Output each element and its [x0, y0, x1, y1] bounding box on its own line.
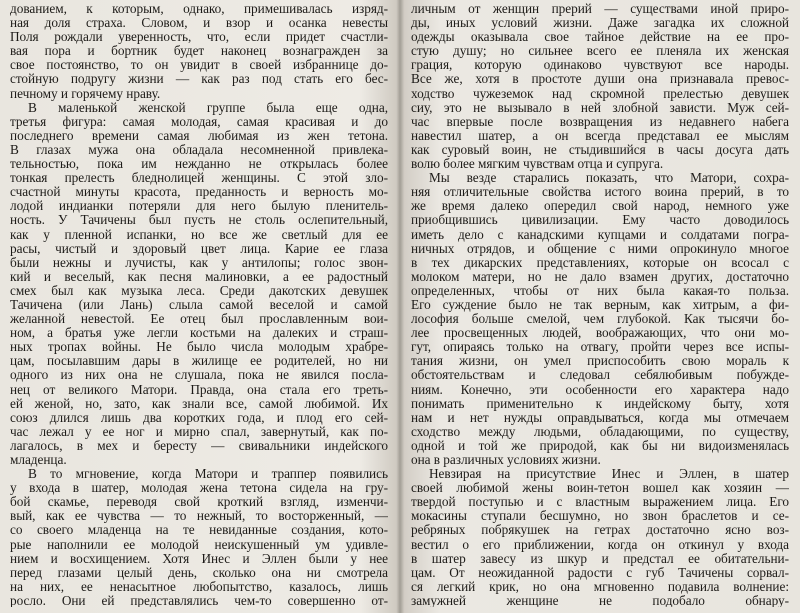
text-line: она в различных условиях жизни.: [411, 452, 601, 467]
text-line: твердой поступью и с властным выражением лица. Его: [411, 494, 789, 510]
text-line: ная доля страха. Словом, и взор и осанка невесты: [10, 15, 388, 31]
text-line: тания жизни, он умел приспособить свою мораль к: [411, 353, 789, 369]
text-line: одной и той же природой, как бы ни видоизменялась: [411, 437, 789, 453]
text-line: няя отличительные свойства истого воина прерий, в то: [411, 184, 789, 200]
text-line: тонкая прелесть бледнолицей женщины. С этой зло-: [10, 170, 388, 186]
text-line: на них, ее ненасытное любопытство, казалось, лишь: [10, 578, 388, 594]
text-line: понимать применительно к индейскому быту, хотя: [411, 395, 789, 411]
text-line: вый, как ее чувства — то нежный, то восторженный, —: [10, 508, 388, 524]
text-line: как суровый воин, не стыдившийся в часы досуга дать: [411, 141, 789, 157]
text-line: желанной невестой. Ее отец был прославленным вои-: [10, 311, 388, 327]
text-line: лософия больше смелой, чем глубокой. Как тысячи бо-: [411, 311, 789, 327]
text-line: у входа в шатер, молодая жена тетона сидела на гру-: [10, 480, 388, 496]
text-line: ность. У Тачичены был пусть не столь ослепительный,: [10, 212, 388, 228]
text-line: В маленькой женской группе была еще одна,: [28, 99, 388, 115]
text-line: лодой индианки потеряли для него былую пленитель-: [10, 198, 388, 214]
text-line: определенных, чтобы от них была какая-то польза.: [411, 282, 789, 298]
left-page: [10, 2, 388, 607]
text-line: ся легкий крик, но она мгновенно подавила волнение:: [411, 578, 789, 594]
text-line: В то мгновение, когда Матори и траппер появились: [28, 466, 388, 482]
text-line: же время далеко опередил свой народ, немного уже: [411, 198, 789, 214]
text-line: одного из них она не слушала, пока не явился посла-: [10, 367, 388, 383]
text-line: нец от великого Матори. Правда, она стала его треть-: [10, 381, 388, 397]
text-line: как у пленной испанки, но все же светлый для ее: [10, 226, 388, 242]
text-line: рые наполнили ее молодой неискушенный ум удивле-: [10, 536, 388, 552]
text-line: перед глазами целый день, сколько она ни смотрела: [10, 564, 388, 580]
text-line: дованием, к которым, однако, примешивалась изряд-: [10, 2, 388, 16]
text-line: печному и горячему нраву.: [10, 85, 161, 101]
text-line: свое постоянство, то он увидит в своей избраннице до-: [10, 57, 388, 73]
text-line: бой скамье, переводя свой кроткий взгляд, изменчи-: [10, 494, 388, 510]
text-line: счастной минуты красота, преданность и верность мо-: [10, 184, 388, 200]
text-line: расы, чистый и здоровый цвет лица. Карие ее глаза: [10, 240, 388, 256]
text-line: в тех дикарских представлениях, которые он всосал с: [411, 254, 789, 270]
text-line: вестил о его приближении, когда он откинул у входа: [411, 536, 789, 552]
text-line: молоком матери, но не дало взамен других, достаточно: [411, 268, 789, 284]
text-line: цам, посылавшим дары в жилище ее родителей, но ни: [10, 353, 388, 369]
text-line: были нежны и лучисты, как у антилопы; голос звон-: [10, 254, 388, 270]
text-line: младенца.: [10, 452, 67, 467]
text-line: час лежал у ее ног и мирно спал, завернутый, как по-: [10, 423, 388, 439]
text-line: час впервые после возвращения из недавнего набега: [411, 113, 789, 129]
text-line: ей женой, но, зато, как знали все, самой любимой. Их: [10, 395, 388, 411]
text-line: гут, опираясь только на отвагу, пройти через все испы-: [411, 339, 789, 355]
text-line: союз длился лишь два коротких года, и плод его сей-: [10, 409, 388, 425]
text-line: третья фигура: самая молодая, самая красивая и до: [10, 113, 388, 129]
text-line: навестил шатер, а он всегда представал ее мыслям: [411, 127, 789, 143]
text-line: вая пора и бортник будет наконец вознагражден за: [10, 43, 388, 59]
text-line: ном, а братья уже легли костьми на далеких и страш-: [10, 325, 388, 341]
text-line: ребряных побрякушек на гетрах достаточно ясно воз-: [411, 522, 789, 538]
right-page: [411, 2, 789, 607]
text-line: тельностью, пока им нежданно не открылась более: [10, 156, 388, 172]
text-line: Поля рождали уверенность, что, если придет счастли-: [10, 29, 388, 45]
text-line: волю более мягким чувствам отца и супруга.: [411, 156, 664, 172]
text-line: своей любимой жены воин-тетон вошел как хозяин —: [411, 480, 789, 496]
text-line: стую душу; но сильнее всего ее пленяла их женская: [411, 43, 789, 59]
text-line: смех был как музыка леса. Среди дакотских девушек: [10, 282, 388, 298]
text-line: ды, иных условий жизни. Даже загадка их сложной: [411, 15, 789, 31]
text-line: Все же, хотя в простоте души она признавала превос-: [411, 71, 789, 87]
text-line: мокасины ступали бесшумно, но звон браслетов и се-: [411, 508, 789, 524]
text-line: личным от женщин прерий — существами иной приро-: [411, 2, 789, 16]
text-line: кий и веселый, как песня малиновки, а ее радостный: [10, 268, 388, 284]
text-line: в шатер завесу из шкур и предстал ее обитательни-: [411, 550, 789, 566]
text-line: замужней женщине не подобало обнару-: [411, 592, 789, 607]
text-line: лее просвещенных людей, воображающих, что они мо-: [411, 325, 789, 341]
text-line: со своего младенца на те невиданные создания, кото-: [10, 522, 388, 538]
text-line: нам и нет нужды оправдываться, когда мы отмечаем: [411, 409, 789, 425]
text-line: одежды оказывала свое тайное действие на ее про-: [411, 29, 789, 45]
text-line: Невзирая на присутствие Инес и Эллен, в шатер: [429, 466, 789, 482]
text-line: иметь дело с канадскими купцами и солдатами погра-: [411, 226, 789, 242]
text-line: ходство чужеземок над скромной прелестью девушек: [411, 85, 789, 101]
text-line: последнего времени самая любимая из жен тетона.: [10, 127, 388, 143]
text-line: цам. От неожиданной радости с губ Тачичены сорвал-: [411, 564, 789, 580]
text-line: лагалось, в мех и бересту — свивальники индейского: [10, 437, 388, 453]
text-line: ничных отрядов, и общение с ними опрокинуло многое: [411, 240, 789, 256]
text-line: нием и восхищением. Хотя Инес и Эллен были у нее: [10, 550, 388, 566]
text-line: В глазах мужа она обладала несомненной привлека-: [10, 141, 388, 157]
text-line: ных тропах войны. Не было числа молодым храбре-: [10, 339, 388, 355]
text-line: Мы везде старались показать, что Матори, сохра-: [429, 170, 789, 186]
text-line: грация, которую одинаково чувствуют все народы.: [411, 57, 789, 73]
text-line: обстоятельствам и следовал себялюбивым побужде-: [411, 367, 789, 383]
text-line: Его суждение было не так верным, как хитрым, а фи-: [411, 296, 789, 312]
text-line: стойную подругу жизни — как раз под стать его бес-: [10, 71, 388, 87]
text-line: Тачичена (или Лань) слыла самой веселой и самой: [10, 296, 388, 312]
text-line: приобщившись цивилизации. Ему часто доводилось: [411, 212, 789, 228]
text-line: ниям. Конечно, эти особенности его характера надо: [411, 381, 789, 397]
text-line: сиу, это не вызывало в ней злобной зависти. Муж сей-: [411, 99, 789, 115]
text-line: росло. Они ей представлялись чем-то совершенно от-: [10, 592, 388, 607]
text-line: сходство между людьми, обладающими, по существу,: [411, 423, 789, 439]
book-gutter: [396, 0, 404, 613]
